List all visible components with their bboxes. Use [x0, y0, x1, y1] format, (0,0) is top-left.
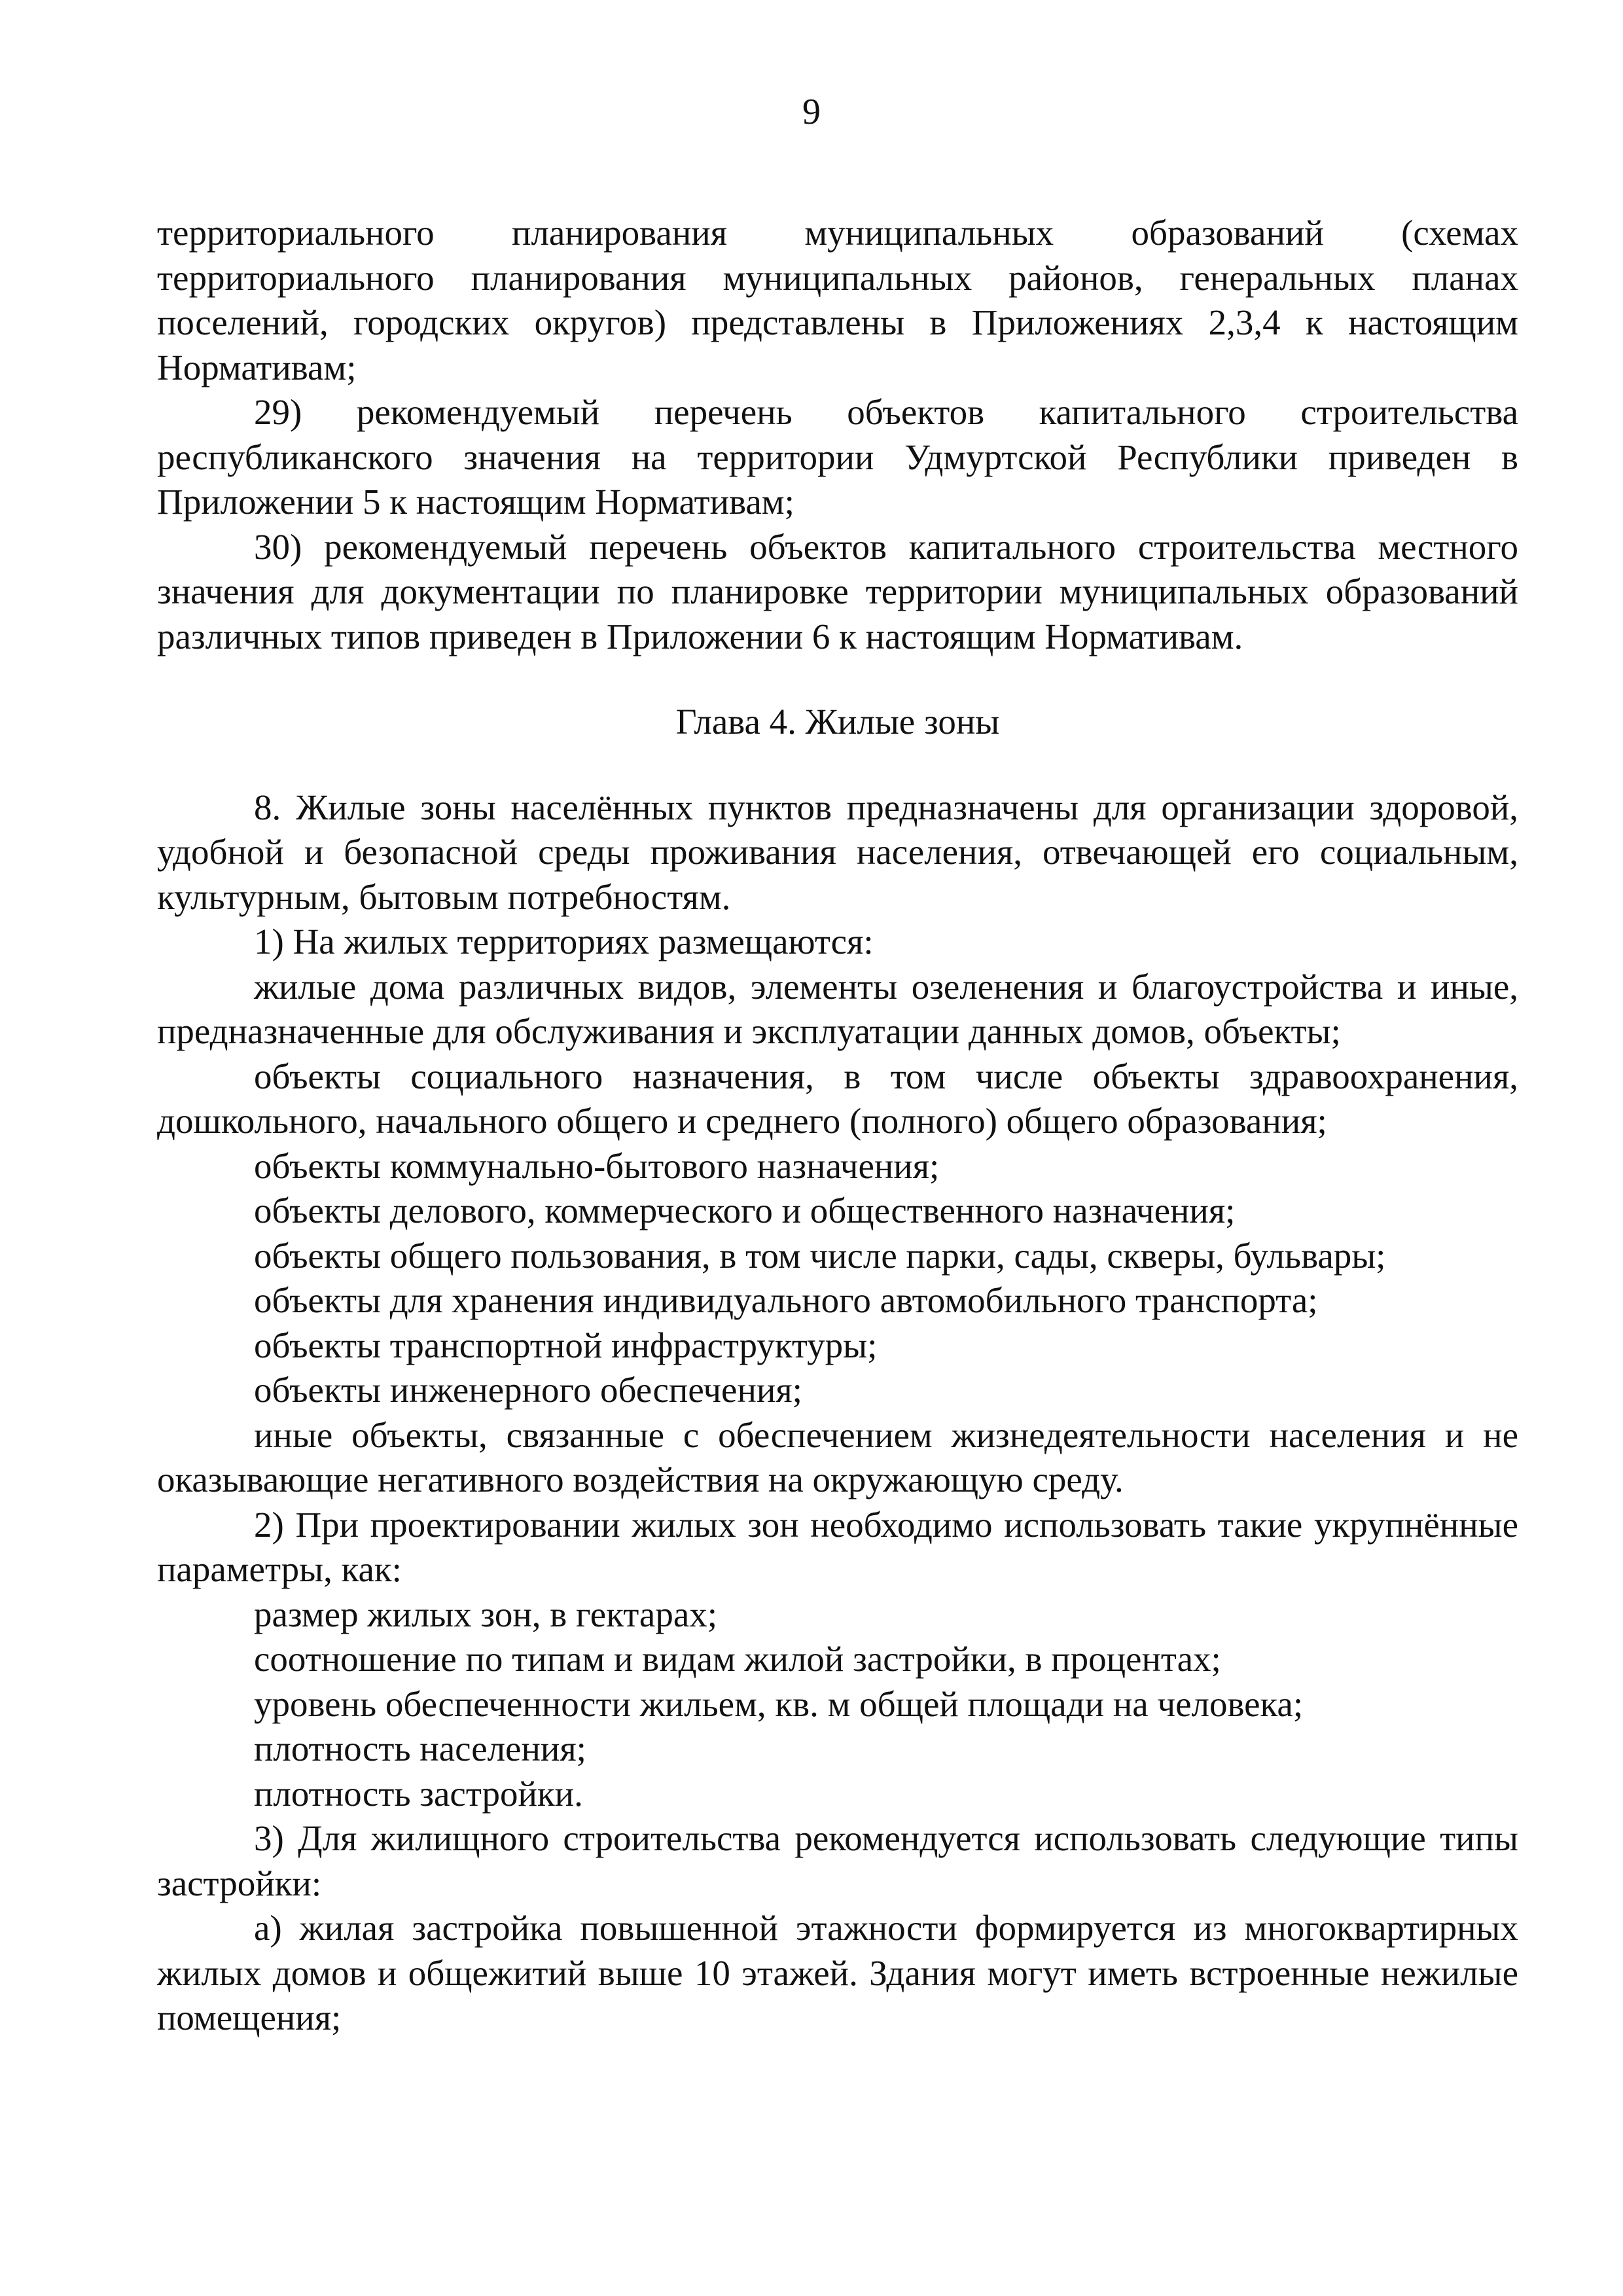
paragraph-item-30: 30) рекомендуемый перечень объектов капитального строительства местного значения для документации по планировке территории муниципальных образований различных типов приведен в Приложении 6 к настоящим Нормативам.	[157, 526, 1518, 656]
list-item: объекты социального назначения, в том числе объекты здравоохранения, дошкольного, начального общего и среднего (полного) общего образования;	[157, 1056, 1518, 1141]
list-item: размер жилых зон, в гектарах;	[254, 1594, 718, 1634]
list-item: объекты коммунально-бытового назначения;	[254, 1145, 940, 1186]
item-1-title: 1) На жилых территориях размещаются:	[254, 922, 874, 961]
list-item: плотность населения;	[254, 1729, 586, 1768]
paragraph-continuation: территориального планирования муниципальных образований (схемах территориального планирования муниципальных районов, генеральных планах поселений, городских округов) представлены в Приложениях 2,3,4 к настоящим Нормативам;	[157, 213, 1518, 387]
list-item: объекты транспортной инфраструктуры;	[254, 1325, 878, 1365]
list-item: объекты делового, коммерческого и общественного назначения;	[254, 1191, 1236, 1230]
list-item: соотношение по типам и видам жилой застройки, в процентах;	[254, 1639, 1221, 1679]
list-item: уровень обеспеченности жильем, кв. м общей площади на человека;	[254, 1683, 1304, 1724]
list-item: жилые дома различных видов, элементы озеленения и благоустройства и иные, предназначенные для обслуживания и эксплуатации данных домов, объекты;	[157, 966, 1518, 1051]
section-8-intro: 8. Жилые зоны населённых пунктов предназначены для организации здоровой, удобной и безопасной среды проживания населения, отвечающей его социальным, культурным, бытовым потребностям.	[157, 787, 1518, 917]
list-item: плотность застройки.	[254, 1773, 583, 1814]
list-item: иные объекты, связанные с обеспечением жизнедеятельности населения и не оказывающие негативного воздействия на окружающую среду.	[157, 1414, 1518, 1499]
page-number: 9	[802, 92, 821, 132]
chapter-heading: Глава 4. Жилые зоны	[675, 702, 1000, 742]
document-body	[157, 211, 1518, 2041]
list-item: объекты инженерного обеспечения;	[254, 1370, 802, 1410]
item-3-title: 3) Для жилищного строительства рекомендуется использовать следующие типы застройки:	[157, 1818, 1518, 1903]
paragraph-item-29: 29) рекомендуемый перечень объектов капитального строительства республиканского значения на территории Удмуртской Республики приведен в Приложении 5 к настоящим Нормативам;	[157, 392, 1518, 522]
item-2-title: 2) При проектировании жилых зон необходимо использовать такие укрупнённые параметры, как:	[157, 1504, 1518, 1589]
list-item: объекты общего пользования, в том числе парки, сады, скверы, бульвары;	[254, 1235, 1386, 1276]
list-item: объекты для хранения индивидуального автомобильного транспорта;	[254, 1280, 1318, 1320]
item-3-a: а) жилая застройка повышенной этажности формируется из многоквартирных жилых домов и общежитий выше 10 этажей. Здания могут иметь встроенные нежилые помещения;	[157, 1908, 1518, 2037]
